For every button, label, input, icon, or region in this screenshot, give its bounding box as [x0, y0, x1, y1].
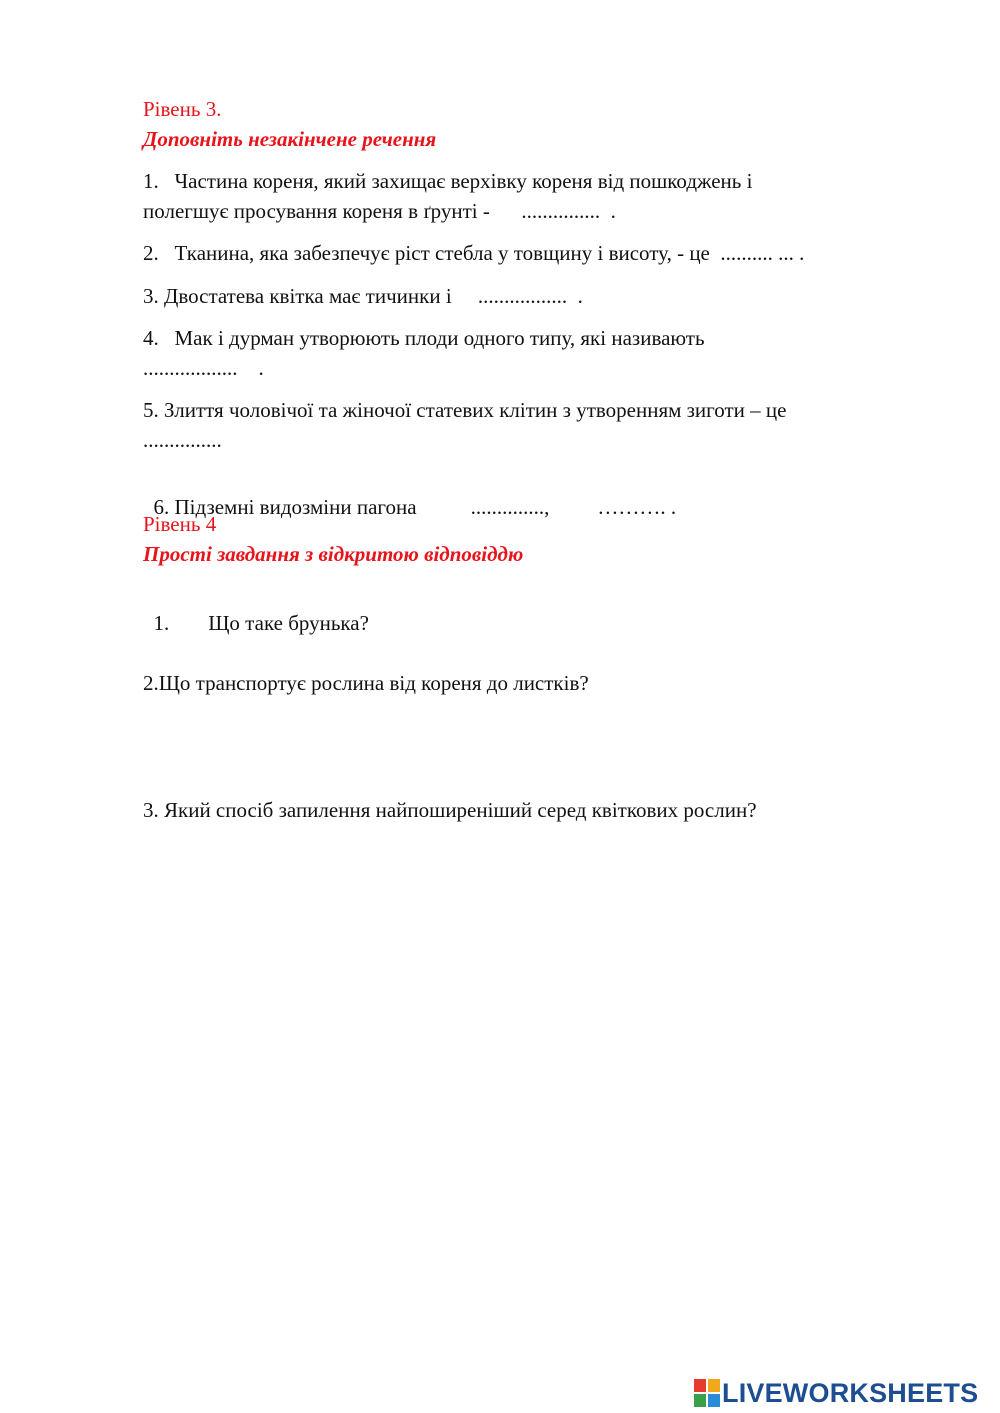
level4-q2: 2.Що транспортує рослина від кореня до листків? — [143, 671, 589, 695]
level3-q2: 2. Тканина, яка забезпечує ріст стебла у товщину і висоту, - це .......... ... . — [143, 241, 805, 265]
level4-title: Рівень 4 — [143, 512, 217, 536]
level3-q1-line2: полегшує просування кореня в ґрунті - ............... . — [143, 199, 616, 223]
logo-block-blue — [708, 1394, 720, 1407]
level4-q1-text: Що таке брунька? — [208, 611, 369, 635]
level3-q6 — [143, 468, 676, 520]
level4-q3: 3. Який спосіб запилення найпоширеніший серед квіткових рослин? — [143, 798, 757, 822]
level3-q6-text: 6. Підземні видозміни пагона — [153, 495, 417, 519]
logo-blocks-icon — [694, 1379, 720, 1407]
level3-subtitle: Доповніть незакінчене речення — [143, 127, 437, 151]
logo-block-yellow — [708, 1379, 720, 1392]
level3-q4-line1: 4. Мак і дурман утворюють плоди одного типу, які називають — [143, 326, 705, 350]
logo-block-red — [694, 1379, 706, 1392]
logo-block-green — [694, 1394, 706, 1407]
level3-q6-blank1: .............., — [470, 495, 550, 519]
logo-wordmark: LIVEWORKSHEETS — [722, 1378, 979, 1408]
liveworksheets-logo — [694, 1378, 994, 1408]
level3-q3: 3. Двостатева квітка має тичинки і ................. . — [143, 284, 583, 308]
level3-q5-line2: ............... — [143, 428, 222, 452]
level3-q1-line1: 1. Частина кореня, який захищає верхівку кореня від пошкоджень і — [143, 169, 753, 193]
level3-q5-line1: 5. Злиття чоловічої та жіночої статевих клітин з утворенням зиготи – це — [143, 398, 787, 422]
level4-q1-number: 1. — [153, 611, 170, 635]
level3-title: Рівень 3. — [143, 97, 222, 121]
level3-q4-line2: .................. . — [143, 356, 264, 380]
level3-q6-blank2: ………. . — [597, 495, 677, 519]
level4-q1 — [143, 584, 369, 636]
level4-subtitle: Прості завдання з відкритою відповіддю — [143, 542, 524, 566]
